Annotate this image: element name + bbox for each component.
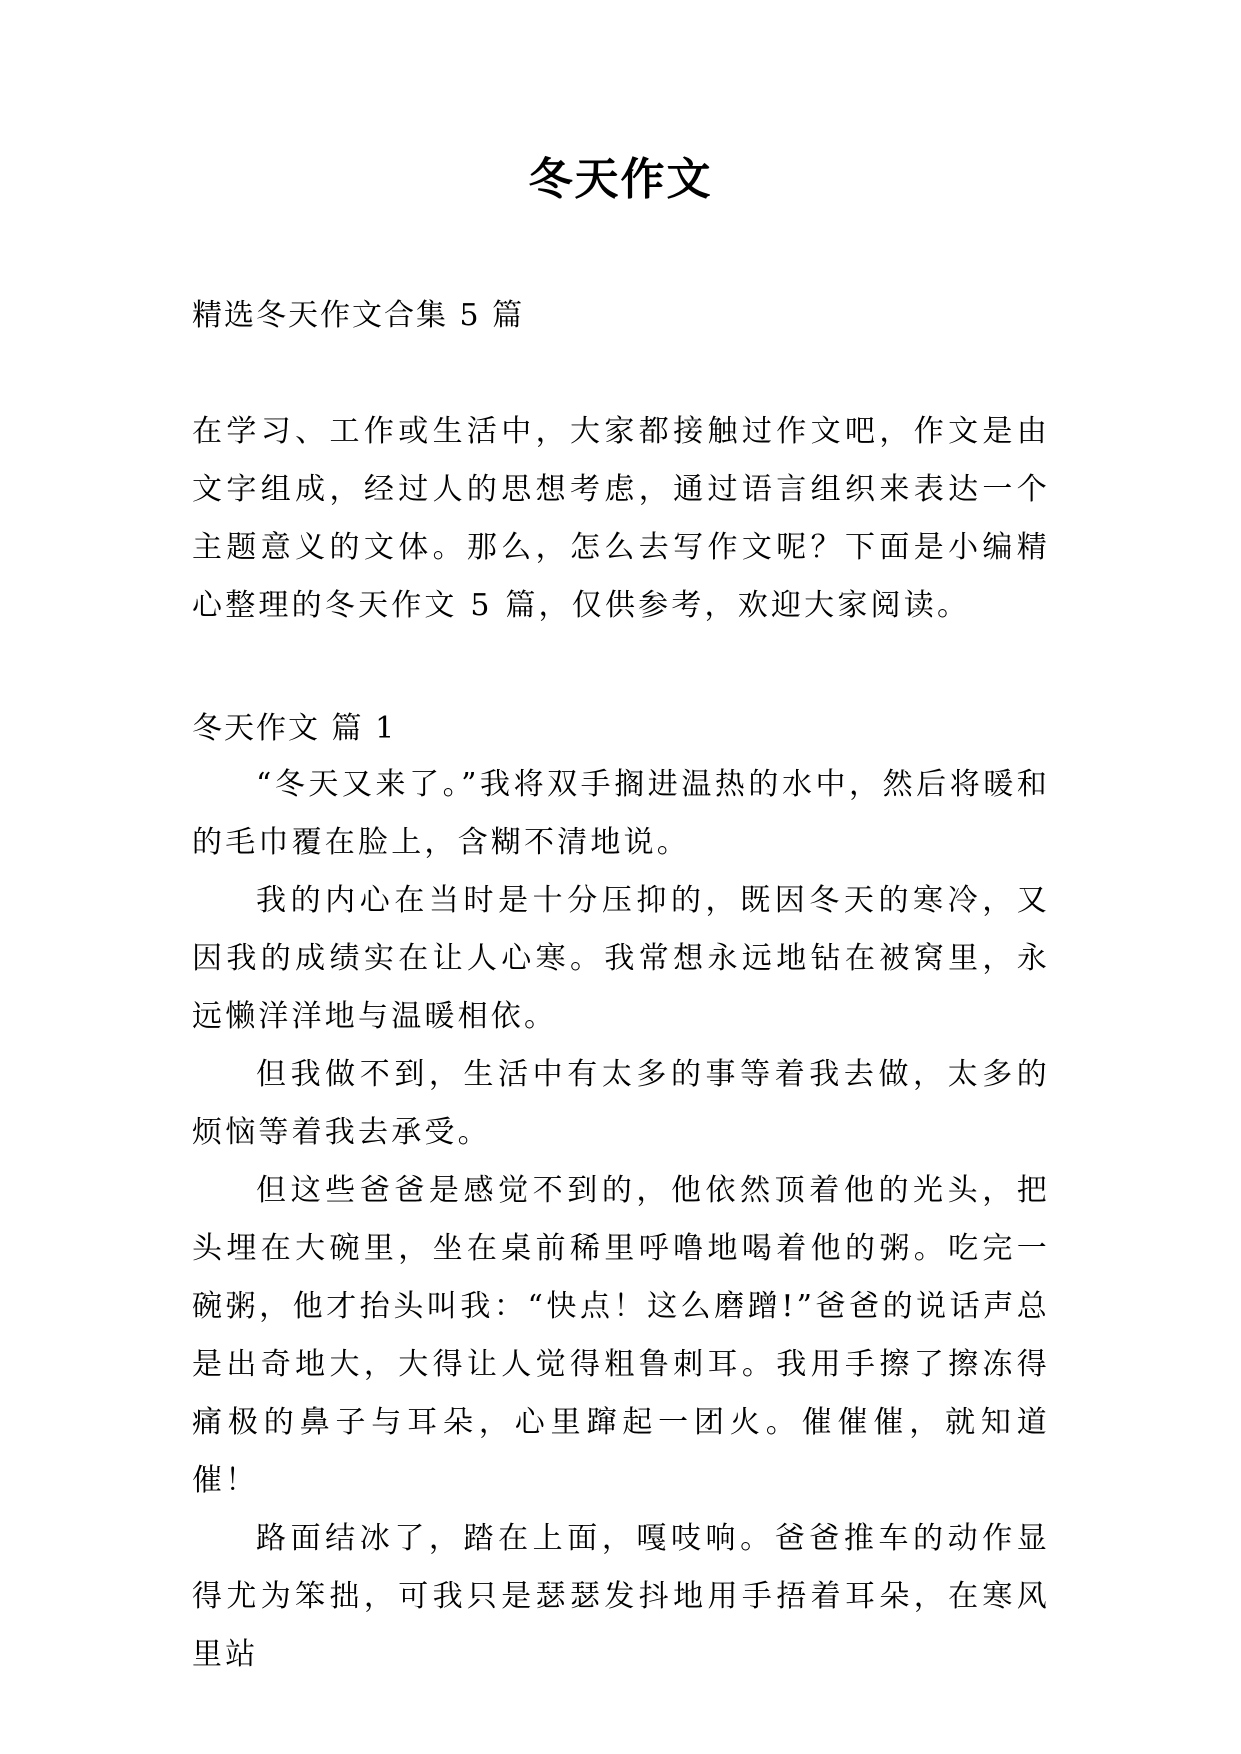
article-paragraph: 路面结冰了，踏在上面，嘎吱响。爸爸推车的动作显得尤为笨拙，可我只是瑟瑟发抖地用手捂着耳朵，在寒风里站 [192, 1521, 1050, 1672]
article-paragraph: 我的内心在当时是十分压抑的，既因冬天的寒冷，又因我的成绩实在让人心寒。我常想永远地钻在被窝里，永远懒洋洋地与温暖相依。 [192, 883, 1050, 1034]
intro-paragraph: 在学习、工作或生活中，大家都接触过作文吧，作文是由文字组成，经过人的思想考虑，通过语言组织来表达一个主题意义的文体。那么，怎么去写作文呢？下面是小编精心整理的冬天作文 5 篇，仅供参考，欢迎大家阅读。 [192, 414, 1050, 623]
article-body [192, 756, 1050, 1684]
article-paragraph: 但这些爸爸是感觉不到的，他依然顶着他的光头，把头埋在大碗里，坐在桌前稀里呼噜地喝着他的粥。吃完一碗粥，他才抬头叫我：“快点！这么磨蹭!”爸爸的说话声总是出奇地大，大得让人觉得粗鲁刺耳。我用手擦了擦冻得痛极的鼻子与耳朵，心里蹿起一团火。催催催，就知道催！ [192, 1173, 1050, 1498]
document-title: 冬天作文 [528, 154, 713, 205]
document-subtitle: 精选冬天作文合集 5 篇 [192, 298, 525, 333]
section-heading: 冬天作文 篇 1 [192, 711, 397, 746]
article-paragraph: 但我做不到，生活中有太多的事等着我去做，太多的烦恼等着我去承受。 [192, 1057, 1050, 1150]
article-paragraph: “冬天又来了。”我将双手搁进温热的水中，然后将暖和的毛巾覆在脸上，含糊不清地说。 [192, 767, 1050, 860]
